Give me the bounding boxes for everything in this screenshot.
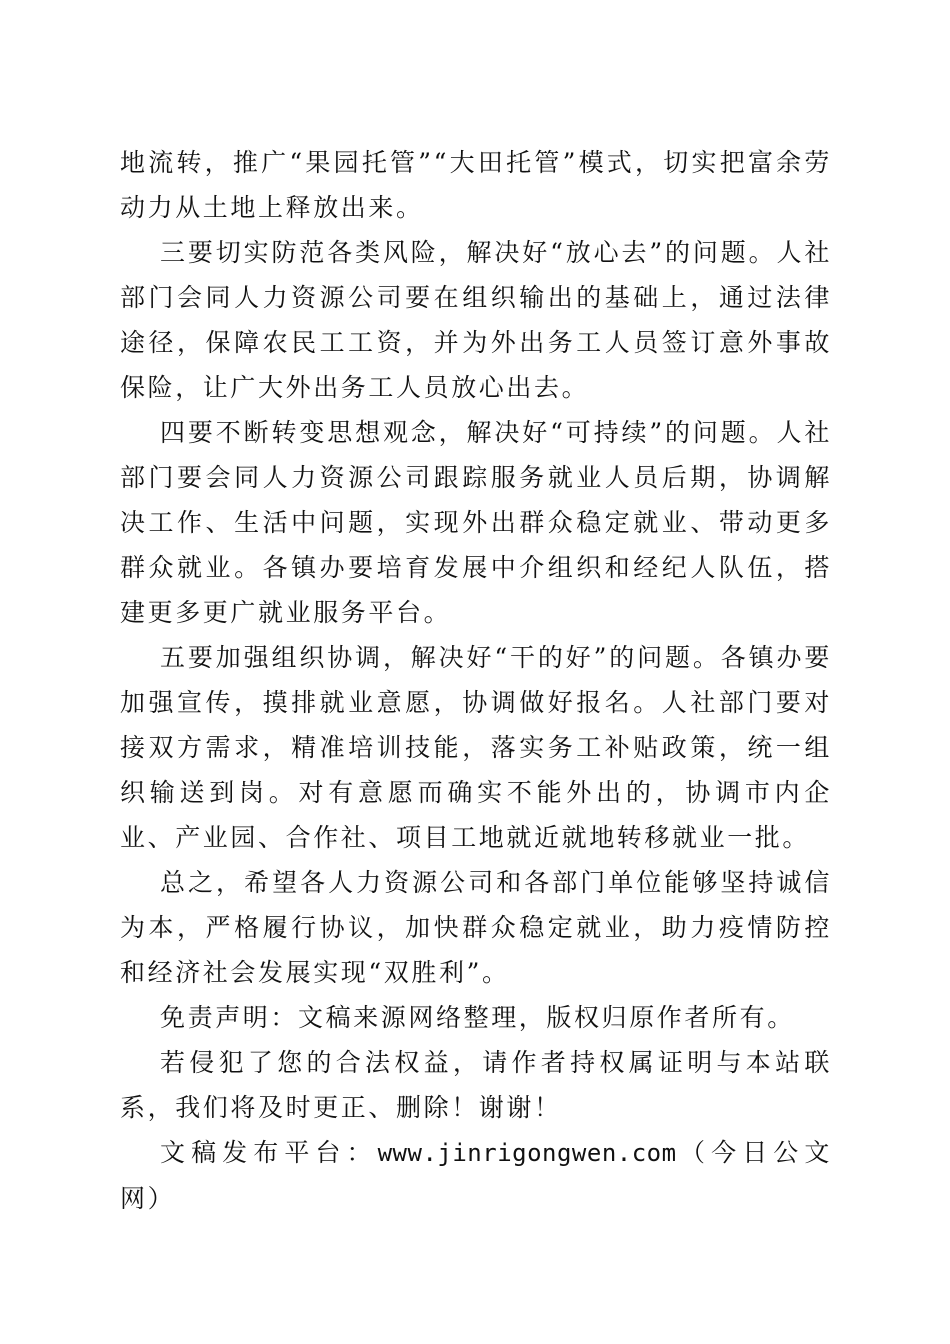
platform-url-link[interactable]: www.jinrigongwen.com: [377, 1139, 677, 1167]
paragraph-land-transfer: 地流转，推广“果园托管”“大田托管”模式，切实把富余劳动力从土地上释放出来。: [120, 148, 832, 222]
platform-site-name: （今日公文网）: [120, 1138, 832, 1213]
platform-label: 文稿发布平台：: [160, 1138, 378, 1167]
paragraph-contact-notice: 若侵犯了您的合法权益，请作者持权属证明与本站联系，我们将及时更正、删除！谢谢！: [120, 1048, 832, 1122]
paragraph-conclusion: 总之，希望各人力资源公司和各部门单位能够坚持诚信为本，严格履行协议，加快群众稳定就业，助力疫情防控和经济社会发展实现“双胜利”。: [120, 868, 832, 987]
paragraph-risk-prevention: 三要切实防范各类风险，解决好“放心去”的问题。人社部门会同人力资源公司要在组织输出的基础上，通过法律途径，保障农民工工资，并为外出务工人员签订意外事故保险，让广大外出务工人员放心出去。: [120, 238, 832, 402]
document-page: [120, 140, 832, 1221]
paragraph-platform: [120, 1130, 832, 1221]
paragraph-mindset-change: 四要不断转变思想观念，解决好“可持续”的问题。人社部门要会同人力资源公司跟踪服务就业人员后期，协调解决工作、生活中问题，实现外出群众稳定就业、带动更多群众就业。各镇办要培育发展中介组织和经纪人队伍，搭建更多更广就业服务平台。: [120, 418, 832, 627]
paragraph-disclaimer: 免责声明：文稿来源网络整理，版权归原作者所有。: [160, 1003, 795, 1032]
paragraph-coordination: 五要加强组织协调，解决好“干的好”的问题。各镇办要加强宣传，摸排就业意愿，协调做好报名。人社部门要对接双方需求，精准培训技能，落实务工补贴政策，统一组织输送到岗。对有意愿而确实不能外出的，协调市内企业、产业园、合作社、项目工地就近就地转移就业一批。: [120, 643, 832, 852]
